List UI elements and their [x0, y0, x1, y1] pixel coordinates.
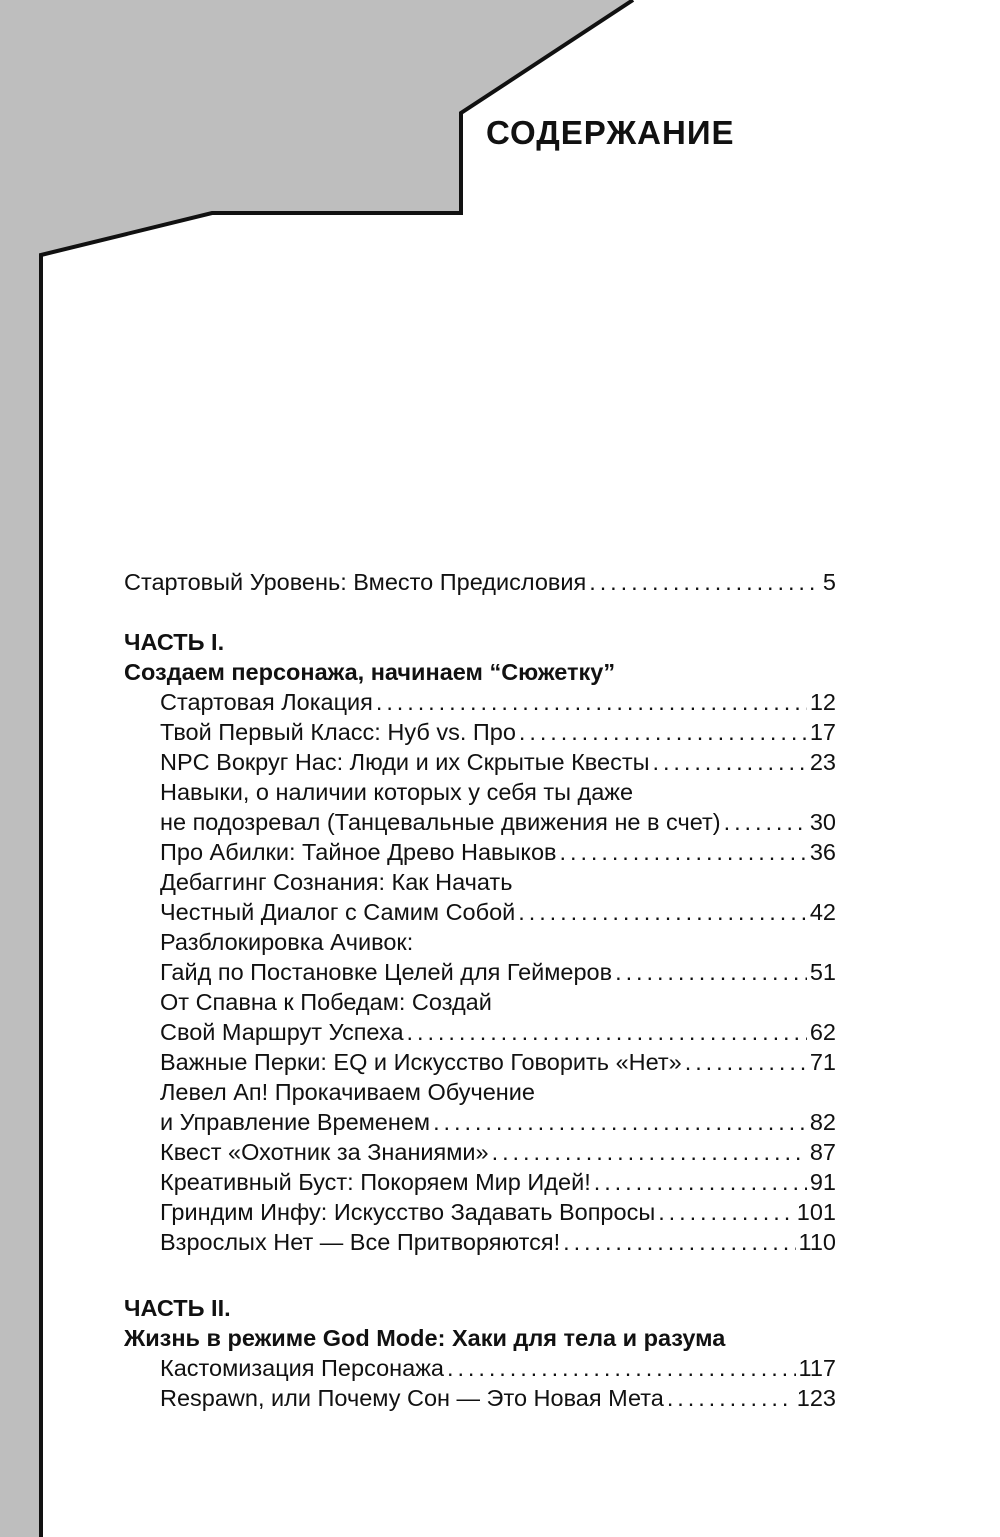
- dot-leader: [667, 1383, 794, 1413]
- toc-entry-page: 62: [809, 1019, 836, 1045]
- toc-entry[interactable]: [124, 717, 836, 747]
- toc-entry-page: 42: [809, 899, 836, 925]
- toc-entry-page: 51: [809, 959, 836, 985]
- part-title: Создаем персонажа, начинаем “Сюжетку”: [124, 659, 616, 685]
- toc-entry[interactable]: [124, 1383, 836, 1413]
- dot-leader: [724, 807, 807, 837]
- toc-entry[interactable]: [124, 837, 836, 867]
- toc-entry-page: 123: [796, 1385, 836, 1411]
- toc-entry-first-line[interactable]: От Спавна к Победам: Создай: [160, 989, 492, 1015]
- toc-entry[interactable]: [124, 1167, 836, 1197]
- toc-entry-text: NPC Вокруг Нас: Люди и их Скрытые Квесты: [160, 749, 650, 775]
- dot-leader: [519, 717, 807, 747]
- toc-entry-page: 5: [822, 569, 836, 595]
- toc-entry-page: 23: [809, 749, 836, 775]
- toc-part-2: [124, 1293, 836, 1413]
- toc-entry[interactable]: [124, 957, 836, 987]
- toc-entry[interactable]: [124, 1107, 836, 1137]
- dot-leader: [560, 837, 807, 867]
- toc-entry-text: Гайд по Постановке Целей для Геймеров: [160, 959, 613, 985]
- toc-entry[interactable]: [124, 897, 836, 927]
- toc-entry-text: не подозревал (Танцевальные движения не в счет): [160, 809, 721, 835]
- toc-entry-page: 117: [798, 1355, 836, 1381]
- toc-entry-page: 17: [809, 719, 836, 745]
- toc-entry-text: Взрослых Нет — Все Притворяются!: [160, 1229, 561, 1255]
- toc-part-1: [124, 627, 836, 1257]
- toc-entry-text: Гриндим Инфу: Искусство Задавать Вопросы: [160, 1199, 656, 1225]
- toc-entry[interactable]: [124, 1227, 836, 1257]
- dot-leader: [407, 1017, 807, 1047]
- dot-leader: [433, 1107, 807, 1137]
- toc-entry[interactable]: [124, 1353, 836, 1383]
- toc-entry-text: Про Абилки: Тайное Древо Навыков: [160, 839, 557, 865]
- toc-entry-text: Важные Перки: EQ и Искусство Говорить «Нет»: [160, 1049, 682, 1075]
- dot-leader: [492, 1137, 807, 1167]
- toc-entry-page: 91: [809, 1169, 836, 1195]
- toc-entry[interactable]: [124, 687, 836, 717]
- toc-entry-text: Стартовый Уровень: Вместо Предисловия: [124, 569, 587, 595]
- dot-leader: [685, 1047, 807, 1077]
- toc-entry[interactable]: [124, 807, 836, 837]
- toc-intro: [124, 567, 836, 597]
- toc-entry-page: 12: [809, 689, 836, 715]
- toc-entry-text: Честный Диалог с Самим Собой: [160, 899, 516, 925]
- toc-entry-text: Квест «Охотник за Знаниями»: [160, 1139, 489, 1165]
- dot-leader: [376, 687, 807, 717]
- toc-entry[interactable]: [124, 1047, 836, 1077]
- toc-entry-page: 110: [798, 1229, 836, 1255]
- toc-entry-text: Креативный Буст: Покоряем Мир Идей!: [160, 1169, 591, 1195]
- toc-entry[interactable]: [124, 1197, 836, 1227]
- part-label: ЧАСТЬ I.: [124, 629, 225, 655]
- toc-entry-text: Стартовая Локация: [160, 689, 373, 715]
- dot-leader: [447, 1353, 796, 1383]
- toc-entry-text: и Управление Временем: [160, 1109, 431, 1135]
- dot-leader: [563, 1227, 795, 1257]
- toc-entry-text: Respawn, или Почему Сон — Это Новая Мета: [160, 1385, 664, 1411]
- toc-entry-first-line[interactable]: Навыки, о наличии которых у себя ты даже: [160, 779, 634, 805]
- toc-entry-page: 30: [809, 809, 836, 835]
- toc-entry-page: 82: [809, 1109, 836, 1135]
- toc-entry[interactable]: [124, 747, 836, 777]
- toc-entry-text: Свой Маршрут Успеха: [160, 1019, 404, 1045]
- dot-leader: [594, 1167, 807, 1197]
- dot-leader: [518, 897, 807, 927]
- toc-entry-page: 36: [809, 839, 836, 865]
- dot-leader: [658, 1197, 794, 1227]
- toc-entry[interactable]: [124, 1017, 836, 1047]
- toc-entry-text: Твой Первый Класс: Нуб vs. Про: [160, 719, 516, 745]
- toc-entry-page: 71: [809, 1049, 836, 1075]
- part-label: ЧАСТЬ II.: [124, 1295, 231, 1321]
- toc-entry-first-line[interactable]: Левел Ап! Прокачиваем Обучение: [160, 1079, 535, 1105]
- dot-leader: [652, 747, 806, 777]
- toc-entry-first-line[interactable]: Разблокировка Ачивок:: [160, 929, 414, 955]
- dot-leader: [589, 567, 820, 597]
- toc-entry-text: Кастомизация Персонажа: [160, 1355, 444, 1381]
- toc-entry-page: 101: [796, 1199, 836, 1225]
- dot-leader: [615, 957, 807, 987]
- toc-entry[interactable]: [124, 1137, 836, 1167]
- page-title: СОДЕРЖАНИЕ: [486, 114, 735, 151]
- toc-entry-first-line[interactable]: Дебаггинг Сознания: Как Начать: [160, 869, 513, 895]
- toc-entry-page: 87: [809, 1139, 836, 1165]
- part-title: Жизнь в режиме God Mode: Хаки для тела и разума: [124, 1325, 726, 1351]
- toc-entry[interactable]: [124, 567, 836, 597]
